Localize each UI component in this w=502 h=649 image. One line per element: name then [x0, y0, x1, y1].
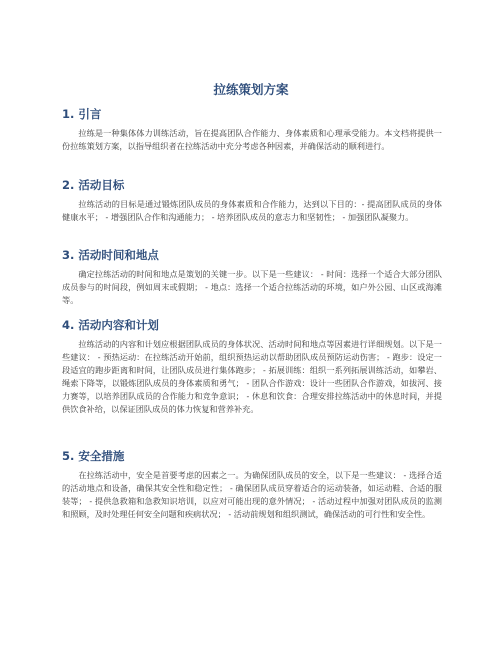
- section-heading: 1. 引言: [62, 107, 102, 121]
- section-safety-measures: [62, 448, 442, 521]
- section-heading: 4. 活动内容和计划: [62, 318, 159, 332]
- document-title: 拉练策划方案: [213, 82, 289, 97]
- section-heading: 5. 安全措施: [62, 449, 125, 463]
- section-body: 拉练活动的目标是通过锻炼团队成员的身体素质和合作能力，达到以下目的：- 提高团队成员的身体健康水平； - 增强团队合作和沟通能力； - 培养团队成员的意志力和坚韧性； - 加强团队凝聚力。: [62, 199, 442, 222]
- section-body: 确定拉练活动的时间和地点是策划的关键一步。以下是一些建议： - 时间：选择一个适合大部分团队成员参与的时间段，例如周末或假期； - 地点：选择一个适合拉练活动的环境，如户外公园、山区或海滩等。: [62, 269, 442, 305]
- section-body: 拉练是一种集体体力训练活动，旨在提高团队合作能力、身体素质和心理承受能力。本文档将提供一份拉练策划方案，以指导组织者在拉练活动中充分考虑各种因素，并确保活动的顺利进行。: [62, 128, 442, 151]
- section-goals: [62, 177, 442, 224]
- section-introduction: [62, 106, 442, 153]
- section-body: 在拉练活动中，安全是首要考虑的因素之一。为确保团队成员的安全，以下是一些建议： - 选择合适的活动地点和设备，确保其安全性和稳定性； - 确保团队成员穿着适合的运动装备，如运动鞋、合适的服装等； - 提供急救箱和急救知识培训，以应对可能出现的意外情况； - 活动过程中加强对团队成员的监测和照顾，及时处理任何安全问题和疾病状况； - 活动前规划和组织测试，确保活动的可行性和安全性。: [62, 470, 442, 519]
- section-content-and-plan: [62, 317, 442, 416]
- section-heading: 3. 活动时间和地点: [62, 248, 159, 262]
- section-heading: 2. 活动目标: [62, 178, 125, 192]
- section-time-and-place: [62, 247, 442, 307]
- section-body: 拉练活动的内容和计划应根据团队成员的身体状况、活动时间和地点等因素进行详细规划。以下是一些建议： - 预热运动：在拉练活动开始前，组织预热运动以帮助团队成员预防运动伤害； - 跑步：设定一段适宜的跑步距离和时间，让团队成员进行集体跑步； - 拓展训练：组织一系列拓展训练活动，如攀岩、绳索下降等，以锻炼团队成员的身体素质和勇气； - 团队合作游戏：设计一些团队合作游戏，如拔河、接力赛等，以培养团队成员的合作能力和竞争意识； - 休息和饮食：合理安排拉练活动中的休息时间，并提供饮食补给，以保证团队成员的体力恢复和营养补充。: [62, 339, 442, 414]
